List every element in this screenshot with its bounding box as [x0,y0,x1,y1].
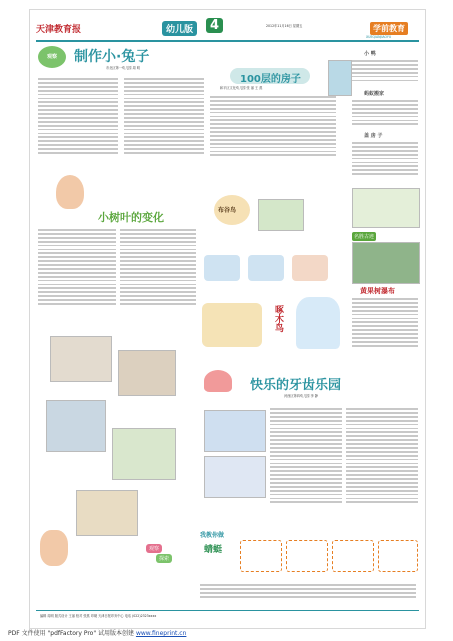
teeth-text-col-2 [346,406,418,526]
building-illustration [328,60,352,96]
bird-article [200,185,350,375]
footer-info: 编辑 周明 版式设计 王丽 校对 张燕 印刷 天津日报印务中心 电话 (022)2323xxxx [40,614,157,618]
rabbit-text-col-2 [124,76,204,172]
dragonfly-steps [240,540,416,580]
house-title: 100层的房子 [240,74,301,85]
house-text [210,94,336,174]
rabbit-badge-label: 观察 [46,54,57,60]
paper-name: 天津教育报 [36,25,82,35]
rabbit-text-col-1 [38,76,118,172]
newspaper-page [30,10,425,628]
woodpecker-illustration [296,297,340,349]
edition-label: 幼儿版 [162,21,197,36]
house-article [210,68,340,178]
rabbit-badge [38,46,66,68]
dragonfly-step-2 [286,540,328,572]
poem-text-1 [352,58,418,86]
waterfall-photo [352,242,420,284]
dragonfly-badge: 我教你做 [200,532,225,539]
step-3-illustration [292,255,328,281]
dragonfly-step-1 [240,540,282,572]
bird-title: 啄木鸟 [273,305,283,332]
waterfall-text [352,296,418,356]
teeth-text-col-1 [270,406,342,526]
waterfall-title: 黄果树瀑布 [360,287,395,295]
plant-photo [352,188,420,228]
poem-title-3: 盖 房 子 [364,133,383,139]
waterfall-article [352,188,420,358]
teeth-photo-1 [204,410,266,452]
step-1-illustration [204,255,240,281]
leaves-text-col-2 [120,227,196,323]
photo-collage [36,330,196,570]
masthead [30,10,425,40]
footer-rule [36,610,419,611]
poems-column [350,44,420,184]
teeth-photo-2 [204,456,266,498]
date-line: 2012年11月16日 星期五 [266,24,303,28]
dragonfly-text [200,582,416,604]
poem-title-1: 小 鸭 [364,51,376,57]
section-title: 学前教育 [370,22,408,35]
photo-1 [50,336,112,382]
watermark-text: PDF 文件使用 "pdfFactory Pro" 试用版本创建 [8,630,135,637]
waterfall-badge: 名胜古迹 [354,234,375,240]
kid-illustration [40,530,68,566]
photo-5 [76,490,138,536]
teeth-title: 快乐的牙齿乐园 [250,378,342,393]
photo-4 [112,428,176,480]
side-tag-1: 观察 [146,544,162,553]
page-number: 4 [206,18,223,33]
leaves-title: 小树叶的变化 [98,211,164,224]
step-2-illustration [248,255,284,281]
bird-photo [258,199,304,231]
rabbit-article [36,44,206,174]
dragonfly-step-3 [332,540,374,572]
teeth-article [200,370,420,530]
poem-text-2 [352,98,418,128]
rabbit-title: 制作小·兔子 [74,49,150,65]
watermark-link[interactable]: www.fineprint.cn [135,630,187,637]
poem-text-3 [352,140,418,180]
bird-label: 布谷鸟 [218,207,237,214]
side-tag-2: 探索 [156,554,172,563]
girl-illustration [56,175,84,209]
dragonfly-title: 蜻蜓 [204,545,223,555]
castle-illustration [202,303,262,347]
rabbit-byline: 市北区第一幼儿园 周 明 [106,66,140,70]
dragonfly-article [200,530,420,608]
house-byline: 和平区文化幼儿园 张 丽 王 燕 [220,86,263,90]
leaves-article [36,175,196,325]
section-subtitle: XUEQIANJIAOYU [366,35,392,39]
pdf-watermark [8,628,186,637]
butterfly-illustration [204,370,232,392]
teeth-byline: 河西区第四幼儿园 李 静 [284,394,318,398]
dragonfly-step-4 [378,540,418,572]
poem-title-2: 蚂蚁搬家 [364,91,385,97]
photo-2 [118,350,176,396]
photo-3 [46,400,106,452]
leaves-text-col-1 [38,227,116,323]
masthead-rule [36,40,419,42]
